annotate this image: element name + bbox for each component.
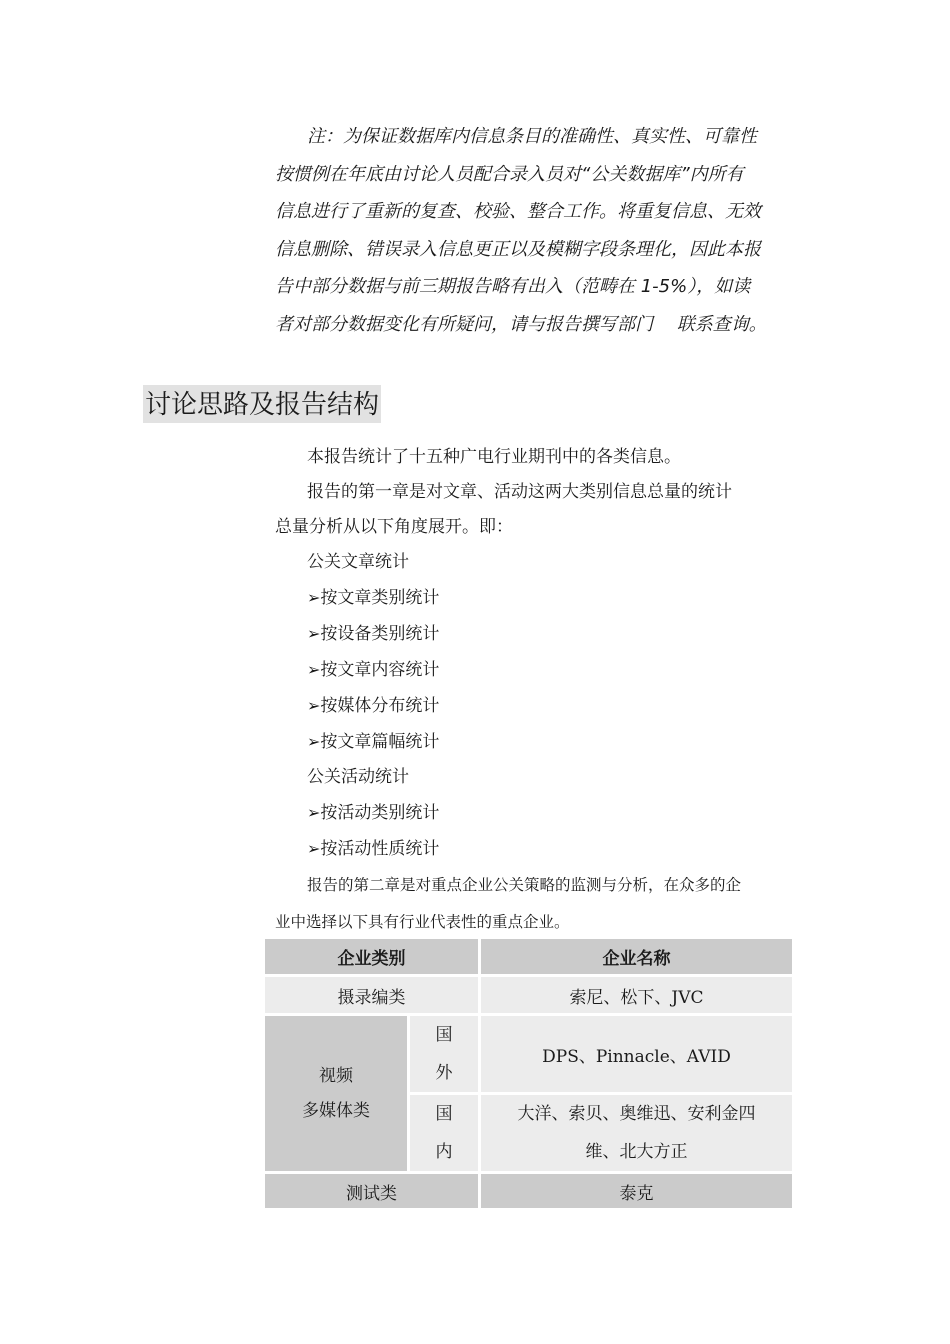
region-char: 国 [435, 1025, 453, 1045]
arrow-bullet-icon: ➢ [307, 839, 321, 858]
list-item: ➢按文章类别统计 [307, 588, 440, 608]
note-line: 信息删除、错误录入信息更正以及模糊字段条理化，因此本报 [275, 238, 761, 260]
category-line: 视频 [319, 1065, 353, 1086]
region-cell [410, 1095, 478, 1171]
name-line: 大洋、索贝、奥维迅、安利金四 [517, 1104, 756, 1124]
arrow-bullet-icon: ➢ [307, 588, 321, 607]
table-row [265, 1016, 792, 1092]
list-item: ➢按活动类别统计 [307, 803, 440, 823]
note-line: 者对部分数据变化有所疑问，请与报告撰写部门 联系查询。 [275, 313, 767, 335]
arrow-bullet-icon: ➢ [307, 624, 321, 643]
intro-paragraph: 本报告统计了十五种广电行业期刊中的各类信息。 [307, 447, 681, 467]
arrow-bullet-icon: ➢ [307, 732, 321, 751]
arrow-bullet-icon: ➢ [307, 660, 321, 679]
list-item: ➢按文章篇幅统计 [307, 732, 440, 752]
table-row [265, 1174, 792, 1208]
note-line: 信息进行了重新的复查、校验、整合工作。将重复信息、无效 [275, 201, 761, 222]
note-line: 告中部分数据与前三期报告略有出入（范畴在 1-5%），如读 [275, 276, 751, 297]
region-char: 外 [435, 1063, 453, 1083]
name-line: 维、北大方正 [585, 1142, 688, 1162]
category-cell: 摄录编类 [265, 977, 478, 1013]
arrow-bullet-icon: ➢ [307, 696, 321, 715]
list-item: ➢按文章内容统计 [307, 660, 440, 680]
note-line: 注：为保证数据库内信息条目的准确性、真实性、可靠性 [307, 126, 757, 147]
name-cell: 索尼、松下、JVC [481, 977, 792, 1013]
category-cell [265, 1016, 407, 1171]
list-item: ➢按设备类别统计 [307, 624, 440, 644]
name-cell: 泰克 [481, 1174, 792, 1208]
header-name: 企业名称 [481, 939, 792, 974]
table-header-row [265, 939, 792, 974]
note-line: 按惯例在年底由讨论人员配合录入员对“公关数据库”内所有 [275, 163, 744, 185]
database-note [275, 118, 795, 343]
chapter1-paragraph-line1: 报告的第一章是对文章、活动这两大类别信息总量的统计 [307, 482, 732, 502]
region-char: 内 [435, 1142, 453, 1162]
chapter2-paragraph-line2: 业中选择以下具有行业代表性的重点企业。 [275, 913, 570, 931]
category-cell: 测试类 [265, 1174, 478, 1208]
report-structure-body [275, 440, 795, 941]
chapter1-paragraph-line2: 总量分析从以下角度展开。即： [275, 517, 513, 537]
list-item: ➢按媒体分布统计 [307, 696, 440, 716]
list-item: ➢按活动性质统计 [307, 839, 440, 859]
section-heading: 讨论思路及报告结构 [143, 385, 381, 423]
activities-heading: 公关活动统计 [307, 767, 409, 787]
region-char: 国 [435, 1104, 453, 1124]
name-cell: DPS、Pinnacle、AVID [481, 1016, 792, 1092]
chapter2-paragraph-line1: 报告的第二章是对重点企业公关策略的监测与分析，在众多的企 [307, 876, 742, 894]
enterprise-table [262, 936, 795, 1211]
articles-heading: 公关文章统计 [307, 552, 409, 572]
arrow-bullet-icon: ➢ [307, 803, 321, 822]
region-cell [410, 1016, 478, 1092]
category-line: 多媒体类 [302, 1100, 370, 1121]
name-cell [481, 1095, 792, 1171]
header-category: 企业类别 [265, 939, 478, 974]
table-row [265, 977, 792, 1013]
